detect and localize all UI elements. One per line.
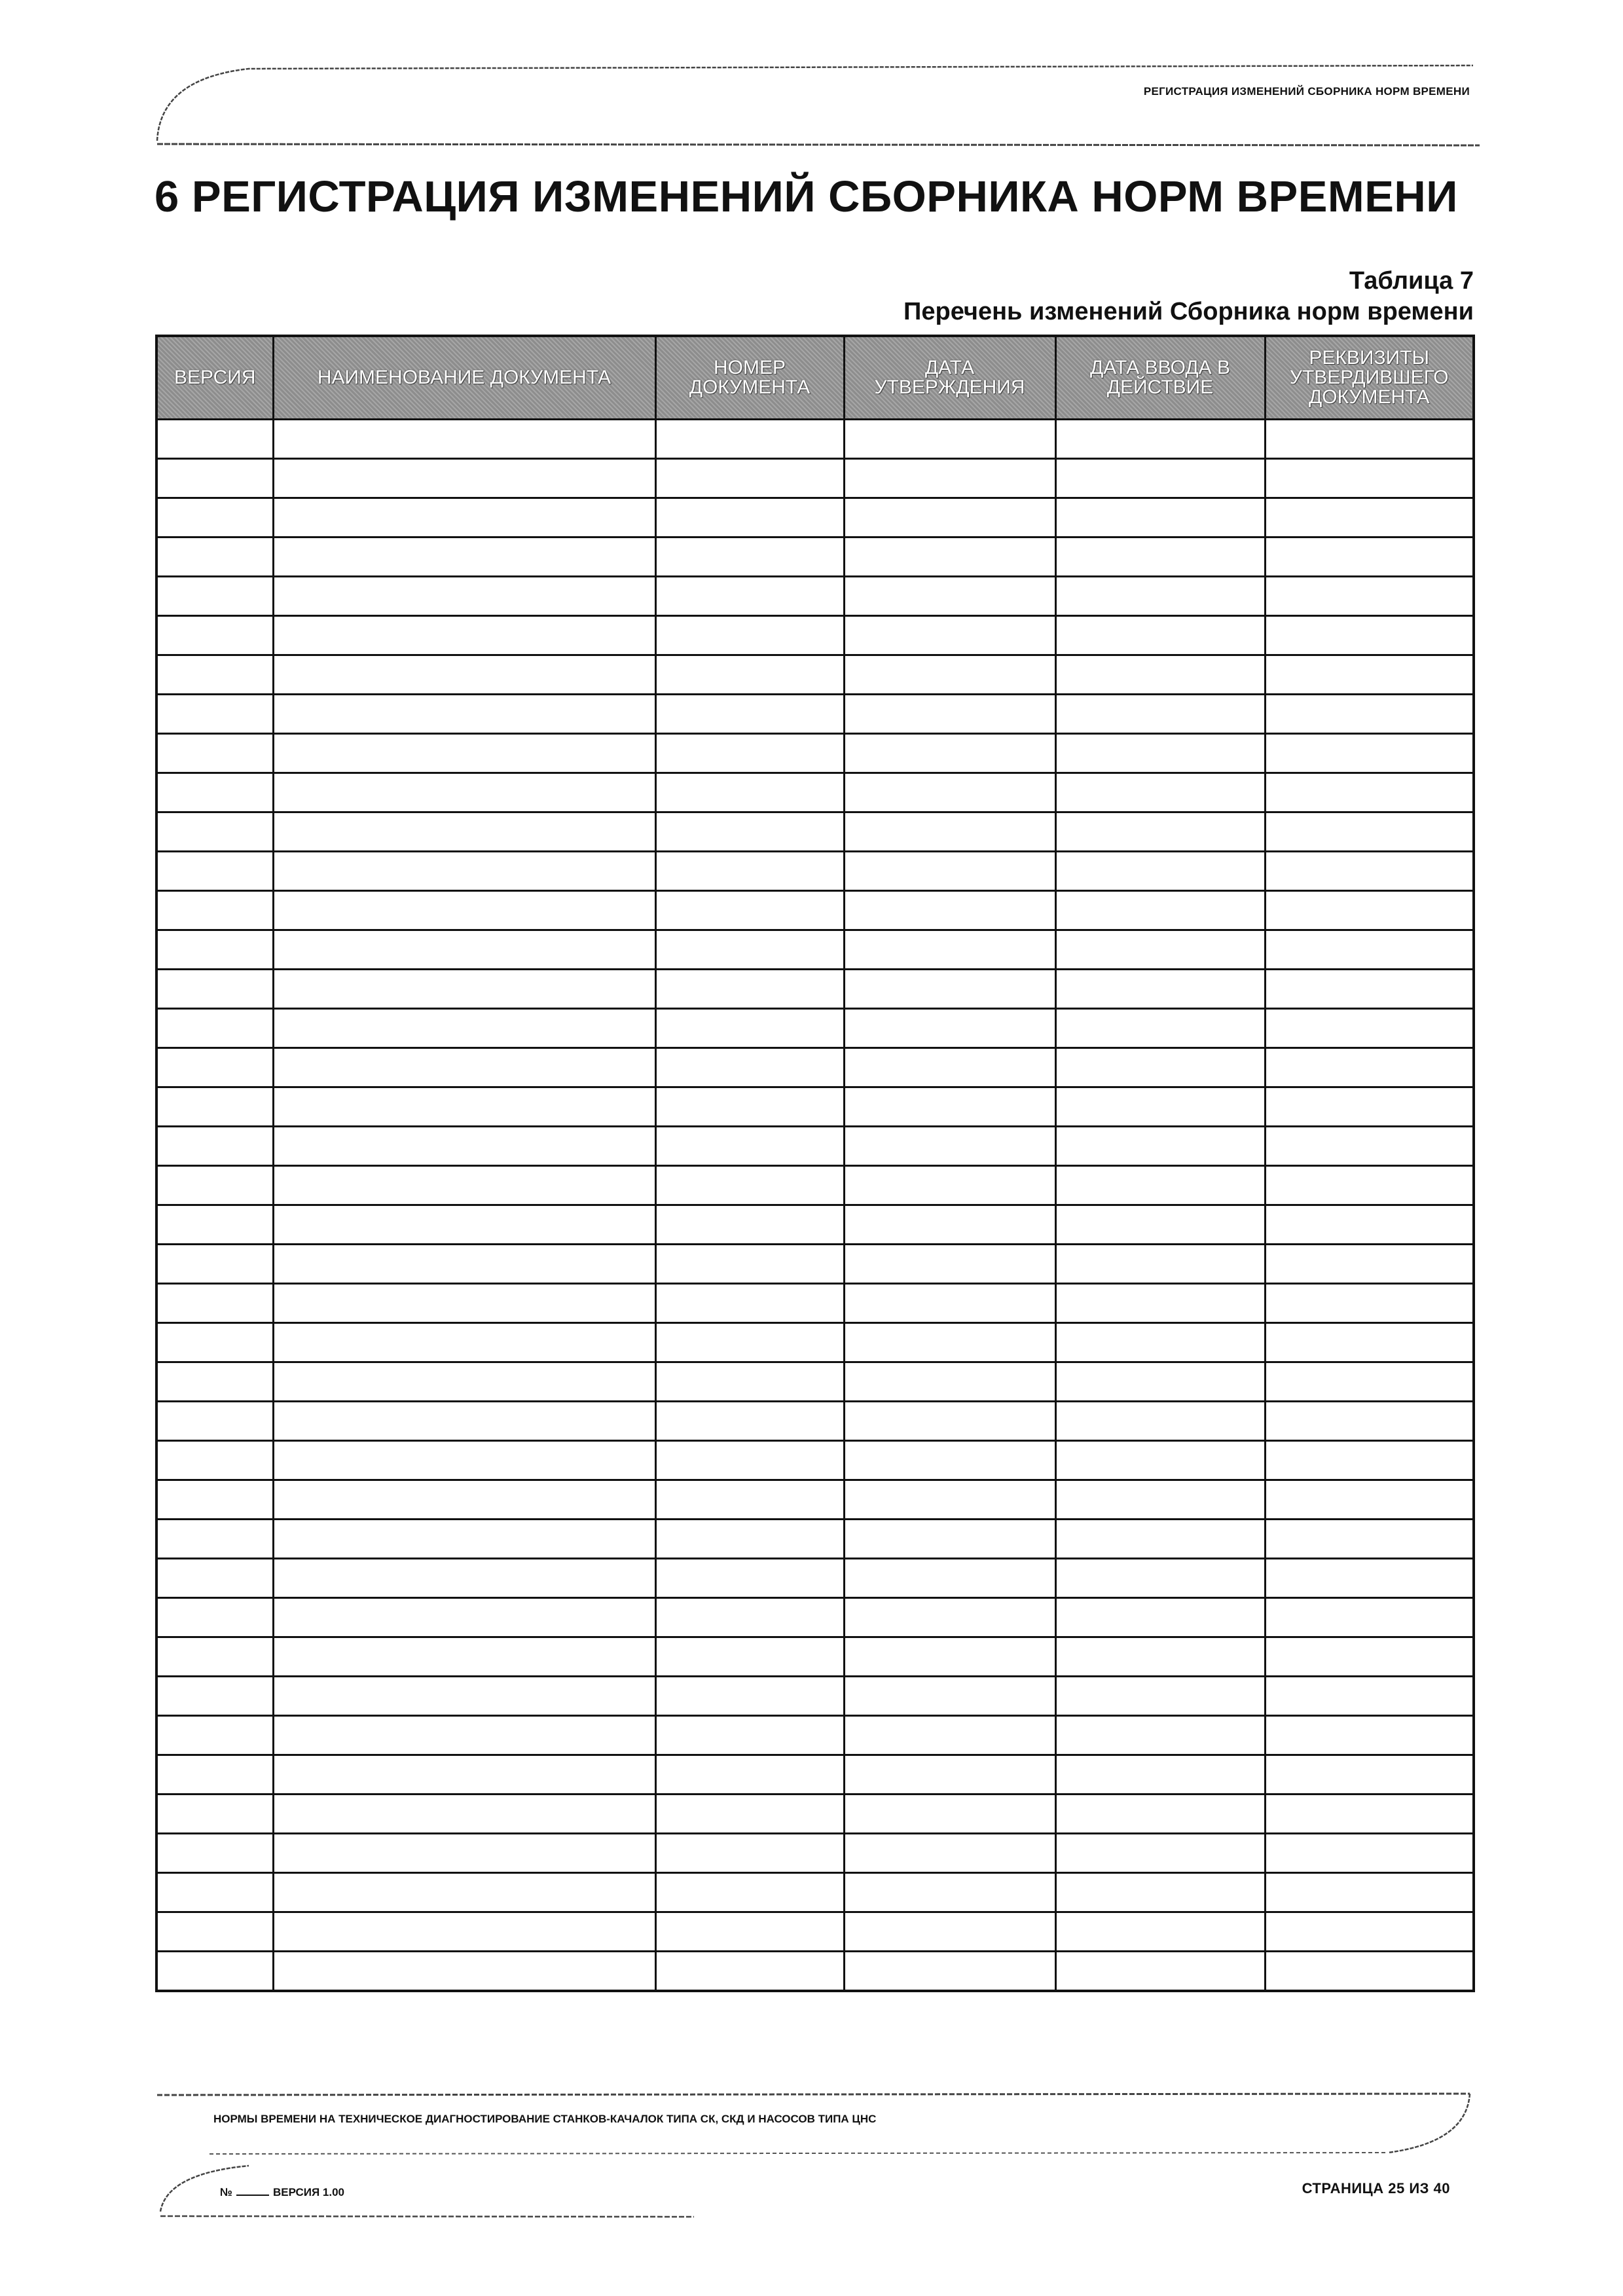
table-cell bbox=[1265, 1520, 1474, 1559]
table-cell bbox=[1055, 695, 1265, 734]
table-cell bbox=[844, 852, 1055, 891]
table-cell bbox=[156, 420, 273, 459]
table-cell bbox=[1265, 1441, 1474, 1480]
table-cell bbox=[844, 1873, 1055, 1912]
table-cell bbox=[655, 1873, 844, 1912]
table-cell bbox=[1265, 459, 1474, 498]
table-row bbox=[156, 852, 1474, 891]
table-cell bbox=[273, 538, 655, 577]
table-cell bbox=[156, 1795, 273, 1834]
table-row bbox=[156, 1559, 1474, 1598]
table-row bbox=[156, 1323, 1474, 1362]
table-row bbox=[156, 459, 1474, 498]
table-row bbox=[156, 970, 1474, 1009]
table-cell bbox=[156, 1480, 273, 1520]
table-row bbox=[156, 695, 1474, 734]
table-cell bbox=[1055, 1009, 1265, 1048]
table-cell bbox=[655, 1441, 844, 1480]
table-cell bbox=[273, 695, 655, 734]
table-cell bbox=[1265, 1834, 1474, 1873]
table-row bbox=[156, 1245, 1474, 1284]
table-cell bbox=[273, 1245, 655, 1284]
table-cell bbox=[1265, 1087, 1474, 1127]
table-cell bbox=[156, 616, 273, 655]
column-header-version: ВЕРСИЯ bbox=[156, 336, 273, 420]
table-cell bbox=[1265, 1952, 1474, 1992]
table-cell bbox=[273, 655, 655, 695]
table-cell bbox=[1265, 1009, 1474, 1048]
table-cell bbox=[1055, 1912, 1265, 1952]
table-row bbox=[156, 1480, 1474, 1520]
table-cell bbox=[1055, 655, 1265, 695]
table-cell bbox=[655, 498, 844, 538]
table-cell bbox=[273, 852, 655, 891]
table-cell bbox=[156, 1912, 273, 1952]
table-row bbox=[156, 1795, 1474, 1834]
table-cell bbox=[844, 1284, 1055, 1323]
table-cell bbox=[844, 1048, 1055, 1087]
table-cell bbox=[1055, 1048, 1265, 1087]
table-cell bbox=[844, 1912, 1055, 1952]
table-cell bbox=[844, 930, 1055, 970]
table-cell bbox=[844, 1245, 1055, 1284]
table-cell bbox=[273, 1048, 655, 1087]
table-cell bbox=[655, 1834, 844, 1873]
table-cell bbox=[655, 1245, 844, 1284]
table-cell bbox=[156, 1952, 273, 1992]
table-cell bbox=[273, 1205, 655, 1245]
table-caption: Перечень изменений Сборника норм времени bbox=[903, 298, 1474, 325]
table-cell bbox=[273, 1637, 655, 1677]
table-cell bbox=[655, 655, 844, 695]
table-cell bbox=[273, 1402, 655, 1441]
number-blank-field bbox=[236, 2185, 269, 2196]
table-cell bbox=[1265, 734, 1474, 773]
table-cell bbox=[844, 538, 1055, 577]
table-cell bbox=[273, 930, 655, 970]
table-cell bbox=[1265, 1873, 1474, 1912]
table-number: Таблица 7 bbox=[1349, 267, 1474, 295]
table-cell bbox=[1265, 1559, 1474, 1598]
table-row bbox=[156, 1087, 1474, 1127]
table-cell bbox=[1265, 1205, 1474, 1245]
table-row bbox=[156, 812, 1474, 852]
table-cell bbox=[844, 734, 1055, 773]
table-cell bbox=[655, 695, 844, 734]
table-cell bbox=[156, 812, 273, 852]
table-cell bbox=[655, 1952, 844, 1992]
table-cell bbox=[1265, 1284, 1474, 1323]
table-cell bbox=[844, 773, 1055, 812]
table-cell bbox=[156, 1755, 273, 1795]
table-cell bbox=[655, 1520, 844, 1559]
table-cell bbox=[1055, 1598, 1265, 1637]
table-cell bbox=[1055, 1480, 1265, 1520]
table-cell bbox=[156, 1637, 273, 1677]
table-cell bbox=[1055, 970, 1265, 1009]
table-row bbox=[156, 1048, 1474, 1087]
table-cell bbox=[1265, 891, 1474, 930]
column-header-document-name: НАИМЕНОВАНИЕ ДОКУМЕНТА bbox=[273, 336, 655, 420]
table-cell bbox=[156, 1323, 273, 1362]
section-title: 6 РЕГИСТРАЦИЯ ИЗМЕНЕНИЙ СБОРНИКА НОРМ ВРЕМЕНИ bbox=[155, 172, 1458, 221]
table-cell bbox=[273, 577, 655, 616]
table-row bbox=[156, 1677, 1474, 1716]
table-cell bbox=[273, 1323, 655, 1362]
table-cell bbox=[655, 852, 844, 891]
table-row bbox=[156, 1166, 1474, 1205]
table-cell bbox=[1265, 655, 1474, 695]
table-cell bbox=[655, 1795, 844, 1834]
table-cell bbox=[1055, 1087, 1265, 1127]
table-cell bbox=[156, 1873, 273, 1912]
table-cell bbox=[655, 1048, 844, 1087]
table-row bbox=[156, 773, 1474, 812]
table-row bbox=[156, 734, 1474, 773]
table-cell bbox=[1055, 498, 1265, 538]
table-cell bbox=[655, 1205, 844, 1245]
table-cell bbox=[655, 891, 844, 930]
table-cell bbox=[1055, 420, 1265, 459]
table-cell bbox=[844, 1402, 1055, 1441]
table-cell bbox=[844, 1323, 1055, 1362]
table-cell bbox=[156, 1009, 273, 1048]
table-cell bbox=[1055, 1677, 1265, 1716]
table-cell bbox=[273, 616, 655, 655]
table-cell bbox=[156, 1127, 273, 1166]
table-cell bbox=[1265, 1127, 1474, 1166]
table-cell bbox=[844, 1716, 1055, 1755]
table-cell bbox=[156, 695, 273, 734]
table-cell bbox=[844, 1009, 1055, 1048]
column-header-document-number: НОМЕР ДОКУМЕНТА bbox=[655, 336, 844, 420]
page-counter: СТРАНИЦА 25 ИЗ 40 bbox=[1302, 2180, 1450, 2196]
table-cell bbox=[1055, 1166, 1265, 1205]
table-cell bbox=[156, 1402, 273, 1441]
table-cell bbox=[273, 1834, 655, 1873]
table-cell bbox=[273, 1755, 655, 1795]
table-cell bbox=[1265, 970, 1474, 1009]
table-cell bbox=[655, 459, 844, 498]
column-header-approval-date: ДАТА УТВЕРЖДЕНИЯ bbox=[844, 336, 1055, 420]
table-row bbox=[156, 1755, 1474, 1795]
table-cell bbox=[156, 1245, 273, 1284]
table-cell bbox=[655, 1598, 844, 1637]
table-cell bbox=[273, 1284, 655, 1323]
table-cell bbox=[156, 1520, 273, 1559]
table-cell bbox=[156, 577, 273, 616]
table-cell bbox=[156, 970, 273, 1009]
table-cell bbox=[844, 1952, 1055, 1992]
table-cell bbox=[1265, 420, 1474, 459]
table-cell bbox=[1265, 1166, 1474, 1205]
table-cell bbox=[273, 812, 655, 852]
table-cell bbox=[844, 1834, 1055, 1873]
table-cell bbox=[1265, 1677, 1474, 1716]
table-cell bbox=[273, 1716, 655, 1755]
table-cell bbox=[156, 655, 273, 695]
table-cell bbox=[1265, 1598, 1474, 1637]
table-cell bbox=[156, 1166, 273, 1205]
table-cell bbox=[1265, 1912, 1474, 1952]
table-cell bbox=[655, 1559, 844, 1598]
table-cell bbox=[156, 734, 273, 773]
table-cell bbox=[273, 459, 655, 498]
table-cell bbox=[655, 420, 844, 459]
table-cell bbox=[1055, 891, 1265, 930]
table-cell bbox=[156, 1834, 273, 1873]
table-cell bbox=[1055, 1716, 1265, 1755]
table-row bbox=[156, 1205, 1474, 1245]
table-row bbox=[156, 1441, 1474, 1480]
table-cell bbox=[655, 1166, 844, 1205]
table-cell bbox=[844, 1598, 1055, 1637]
table-row bbox=[156, 1952, 1474, 1992]
table-row bbox=[156, 1520, 1474, 1559]
table-cell bbox=[1055, 773, 1265, 812]
table-header-row bbox=[156, 336, 1474, 420]
table-cell bbox=[1055, 538, 1265, 577]
table-cell bbox=[655, 1402, 844, 1441]
table-row bbox=[156, 420, 1474, 459]
table-cell bbox=[1055, 1873, 1265, 1912]
table-cell bbox=[655, 1009, 844, 1048]
table-cell bbox=[1055, 1323, 1265, 1362]
table-cell bbox=[156, 459, 273, 498]
table-cell bbox=[1265, 930, 1474, 970]
table-cell bbox=[844, 498, 1055, 538]
table-row bbox=[156, 1598, 1474, 1637]
table-cell bbox=[273, 498, 655, 538]
table-cell bbox=[1055, 930, 1265, 970]
table-cell bbox=[1055, 1637, 1265, 1677]
table-cell bbox=[1055, 616, 1265, 655]
table-cell bbox=[655, 1284, 844, 1323]
table-row bbox=[156, 498, 1474, 538]
table-cell bbox=[1265, 812, 1474, 852]
table-cell bbox=[844, 1362, 1055, 1402]
table-cell bbox=[655, 1677, 844, 1716]
table-cell bbox=[655, 1637, 844, 1677]
table-cell bbox=[655, 1755, 844, 1795]
table-cell bbox=[1055, 1205, 1265, 1245]
table-cell bbox=[655, 773, 844, 812]
table-row bbox=[156, 1402, 1474, 1441]
table-row bbox=[156, 930, 1474, 970]
table-cell bbox=[655, 930, 844, 970]
table-cell bbox=[1265, 1048, 1474, 1087]
table-cell bbox=[844, 1795, 1055, 1834]
table-cell bbox=[1055, 1559, 1265, 1598]
table-cell bbox=[273, 1520, 655, 1559]
table-cell bbox=[1265, 773, 1474, 812]
table-cell bbox=[273, 1559, 655, 1598]
table-cell bbox=[655, 1087, 844, 1127]
table-cell bbox=[844, 577, 1055, 616]
running-header: РЕГИСТРАЦИЯ ИЗМЕНЕНИЙ СБОРНИКА НОРМ ВРЕМЕНИ bbox=[1143, 85, 1470, 98]
table-cell bbox=[1055, 1245, 1265, 1284]
table-cell bbox=[156, 891, 273, 930]
table-cell bbox=[273, 1127, 655, 1166]
table-cell bbox=[1055, 1127, 1265, 1166]
table-cell bbox=[156, 538, 273, 577]
table-cell bbox=[1265, 1637, 1474, 1677]
table-cell bbox=[844, 616, 1055, 655]
table-row bbox=[156, 577, 1474, 616]
table-cell bbox=[1265, 1402, 1474, 1441]
table-cell bbox=[156, 1441, 273, 1480]
table-cell bbox=[1055, 459, 1265, 498]
table-cell bbox=[844, 1637, 1055, 1677]
table-cell bbox=[156, 930, 273, 970]
table-cell bbox=[1265, 577, 1474, 616]
table-cell bbox=[273, 1087, 655, 1127]
table-cell bbox=[156, 1716, 273, 1755]
table-cell bbox=[844, 891, 1055, 930]
table-cell bbox=[273, 1441, 655, 1480]
table-cell bbox=[844, 1205, 1055, 1245]
table-cell bbox=[273, 970, 655, 1009]
table-cell bbox=[1265, 498, 1474, 538]
table-cell bbox=[844, 1520, 1055, 1559]
table-cell bbox=[844, 970, 1055, 1009]
table-cell bbox=[1055, 1795, 1265, 1834]
table-cell bbox=[1055, 1755, 1265, 1795]
table-row bbox=[156, 655, 1474, 695]
table-cell bbox=[273, 420, 655, 459]
table-cell bbox=[1265, 695, 1474, 734]
table-cell bbox=[273, 1952, 655, 1992]
table-cell bbox=[156, 1284, 273, 1323]
table-cell bbox=[655, 734, 844, 773]
table-cell bbox=[156, 1205, 273, 1245]
number-label: № bbox=[220, 2186, 232, 2198]
table-cell bbox=[844, 1677, 1055, 1716]
table-cell bbox=[655, 1716, 844, 1755]
table-cell bbox=[1055, 734, 1265, 773]
table-cell bbox=[655, 970, 844, 1009]
table-cell bbox=[273, 773, 655, 812]
table-cell bbox=[844, 695, 1055, 734]
table-cell bbox=[273, 1795, 655, 1834]
table-cell bbox=[273, 1362, 655, 1402]
table-row bbox=[156, 1362, 1474, 1402]
table-cell bbox=[655, 577, 844, 616]
table-cell bbox=[156, 1598, 273, 1637]
table-cell bbox=[1055, 852, 1265, 891]
table-cell bbox=[844, 1755, 1055, 1795]
table-cell bbox=[156, 1048, 273, 1087]
table-cell bbox=[844, 1441, 1055, 1480]
table-cell bbox=[844, 1480, 1055, 1520]
table-cell bbox=[655, 1127, 844, 1166]
table-cell bbox=[273, 891, 655, 930]
table-row bbox=[156, 616, 1474, 655]
table-cell bbox=[844, 655, 1055, 695]
footer-document-title: НОРМЫ ВРЕМЕНИ НА ТЕХНИЧЕСКОЕ ДИАГНОСТИРОВАНИЕ СТАНКОВ-КАЧАЛОК ТИПА СК, СКД И НАСОСОВ ТИПА ЦНС bbox=[213, 2113, 877, 2125]
table-cell bbox=[655, 616, 844, 655]
version-label: ВЕРСИЯ 1.00 bbox=[272, 2186, 345, 2198]
table-cell bbox=[1265, 1755, 1474, 1795]
table-cell bbox=[1055, 1834, 1265, 1873]
table-row bbox=[156, 1912, 1474, 1952]
table-cell bbox=[1265, 1716, 1474, 1755]
table-cell bbox=[273, 1677, 655, 1716]
table-cell bbox=[273, 1598, 655, 1637]
table-row bbox=[156, 1637, 1474, 1677]
table-cell bbox=[156, 1087, 273, 1127]
table-cell bbox=[156, 1362, 273, 1402]
table-cell bbox=[655, 1912, 844, 1952]
table-cell bbox=[156, 1677, 273, 1716]
table-row bbox=[156, 1009, 1474, 1048]
table-cell bbox=[1265, 1795, 1474, 1834]
table-cell bbox=[156, 773, 273, 812]
table-cell bbox=[1055, 1441, 1265, 1480]
table-cell bbox=[844, 1559, 1055, 1598]
table-body bbox=[156, 420, 1474, 1992]
table-cell bbox=[844, 812, 1055, 852]
table-row bbox=[156, 1834, 1474, 1873]
column-header-approving-document: РЕКВИЗИТЫ УТВЕРДИВШЕГО ДОКУМЕНТА bbox=[1265, 336, 1474, 420]
table-cell bbox=[1055, 1952, 1265, 1992]
table-cell bbox=[273, 1009, 655, 1048]
table-cell bbox=[273, 734, 655, 773]
table-cell bbox=[273, 1912, 655, 1952]
footer-version-block bbox=[220, 2185, 344, 2199]
table-cell bbox=[1265, 616, 1474, 655]
table-row bbox=[156, 891, 1474, 930]
table-cell bbox=[273, 1480, 655, 1520]
table-cell bbox=[1265, 538, 1474, 577]
table-cell bbox=[1055, 577, 1265, 616]
table-cell bbox=[844, 459, 1055, 498]
table-cell bbox=[156, 1559, 273, 1598]
table-cell bbox=[156, 852, 273, 891]
table-cell bbox=[655, 1323, 844, 1362]
table-cell bbox=[1055, 1520, 1265, 1559]
table-cell bbox=[844, 1166, 1055, 1205]
table-cell bbox=[1265, 1245, 1474, 1284]
table-row bbox=[156, 1127, 1474, 1166]
table-cell bbox=[1055, 812, 1265, 852]
table-cell bbox=[1055, 1284, 1265, 1323]
table-cell bbox=[655, 1480, 844, 1520]
table-cell bbox=[1055, 1402, 1265, 1441]
table-row bbox=[156, 1284, 1474, 1323]
table-cell bbox=[844, 1087, 1055, 1127]
table-row bbox=[156, 538, 1474, 577]
table-cell bbox=[273, 1166, 655, 1205]
table-cell bbox=[655, 1362, 844, 1402]
table-cell bbox=[844, 420, 1055, 459]
table-row bbox=[156, 1716, 1474, 1755]
table-row bbox=[156, 1873, 1474, 1912]
table-cell bbox=[1265, 852, 1474, 891]
table-cell bbox=[273, 1873, 655, 1912]
table-cell bbox=[655, 538, 844, 577]
table-cell bbox=[156, 498, 273, 538]
table-cell bbox=[1265, 1362, 1474, 1402]
table-cell bbox=[1265, 1323, 1474, 1362]
table-cell bbox=[844, 1127, 1055, 1166]
table-cell bbox=[1055, 1362, 1265, 1402]
column-header-effective-date: ДАТА ВВОДА В ДЕЙСТВИЕ bbox=[1055, 336, 1265, 420]
changes-register-table bbox=[155, 335, 1475, 1992]
table-cell bbox=[1265, 1480, 1474, 1520]
table-cell bbox=[655, 812, 844, 852]
